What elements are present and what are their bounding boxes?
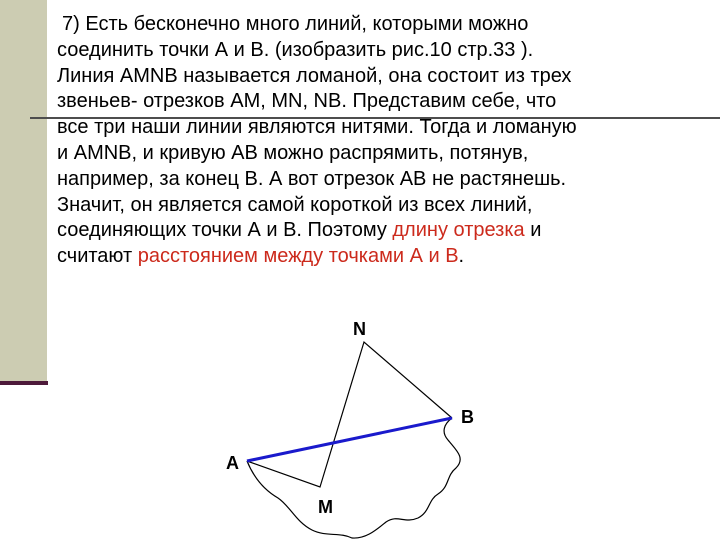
curve-ab (247, 418, 460, 538)
text-line-4: звеньев- отрезков АМ, МN, NВ. Представим себе, что (57, 90, 557, 113)
text-line-6: и АМNВ, и кривую АВ можно распрямить, потянув, (57, 141, 529, 164)
segment-ab (247, 418, 452, 461)
point-label-b: B (461, 407, 474, 427)
text-line-5: все три наши линии являются нитями. Тогда и ломаную (57, 116, 577, 139)
text-line-10-start: считают (57, 245, 138, 268)
text-line-1: 7) Есть бесконечно много линий, которыми можно (62, 13, 529, 35)
highlight-distance: расстоянием между точками А и В (137, 245, 459, 268)
text-line-8: Значит, он является самой короткой из всех линий, (57, 193, 533, 216)
text-line-10-end: . (458, 245, 465, 268)
highlight-segment-length: длину отрезка (392, 219, 525, 242)
point-label-n: N (353, 319, 366, 339)
polyline-amnb (247, 342, 452, 487)
text-line-2: соединить точки А и В. (изобразить рис.10 стр.33 ). (57, 38, 534, 61)
text-line-3: Линия АМNВ называется ломаной, она состоит из трех (57, 64, 572, 87)
text-line-9-end: и (524, 219, 542, 242)
point-label-a: A (226, 453, 239, 473)
text-line-9-start: соединяющих точки А и В. Поэтому (57, 219, 393, 242)
text-line-7: например, за конец В. А вот отрезок АВ не растянешь. (57, 167, 567, 190)
point-label-m: M (318, 497, 333, 517)
